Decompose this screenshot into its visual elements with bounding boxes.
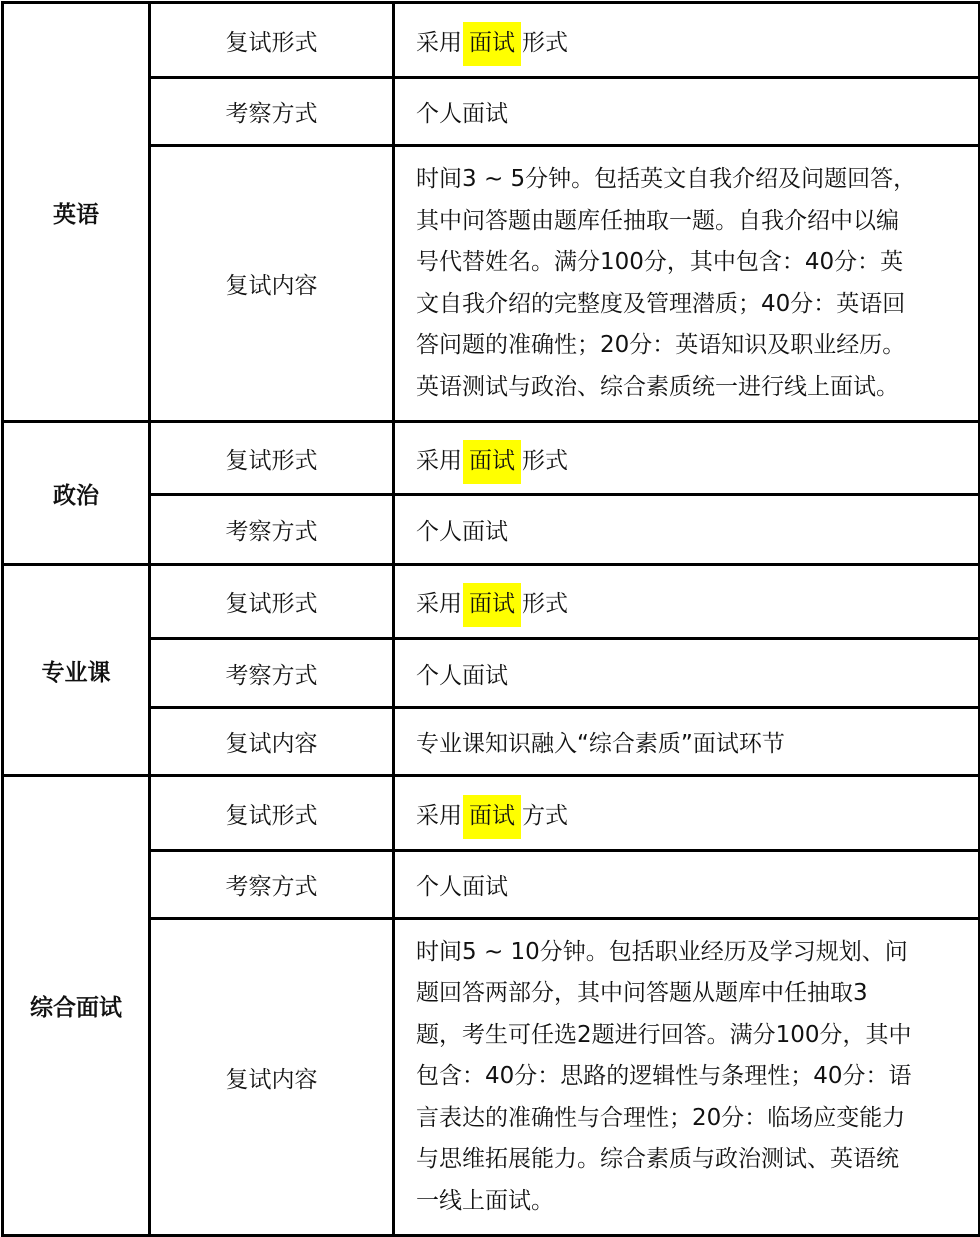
table-row bbox=[3, 639, 980, 708]
table-row bbox=[3, 776, 980, 851]
method-value: 个人面试 bbox=[394, 495, 980, 565]
row-label: 考察方式 bbox=[150, 639, 394, 708]
subject-cell: 英语 bbox=[3, 3, 150, 422]
table-row bbox=[3, 422, 980, 495]
row-label: 复试内容 bbox=[150, 919, 394, 1236]
row-label: 复试形式 bbox=[150, 422, 394, 495]
table-row bbox=[3, 919, 980, 1236]
subject-cell: 专业课 bbox=[3, 565, 150, 776]
row-label: 考察方式 bbox=[150, 851, 394, 919]
highlighted-text: 面试 bbox=[463, 583, 521, 627]
content-value: 专业课知识融入“综合素质”面试环节 bbox=[394, 708, 980, 776]
subject-cell: 政治 bbox=[3, 422, 150, 565]
table-row bbox=[3, 708, 980, 776]
interview-requirements-table bbox=[1, 1, 980, 1237]
subject-cell: 综合面试 bbox=[3, 776, 150, 1236]
format-value: 采用 面试 形式 bbox=[394, 422, 980, 495]
table-row bbox=[3, 3, 980, 78]
highlighted-text: 面试 bbox=[463, 795, 521, 839]
method-value: 个人面试 bbox=[394, 78, 980, 146]
row-label: 考察方式 bbox=[150, 78, 394, 146]
content-paragraph: 时间3 ~ 5分钟。包括英文自我介绍及问题回答， 其中问答题由题库任抽取一题。自我介绍中以编 号代替姓名。满分100分，其中包含：40分：英 文自我介绍的完整度及管理潜质；40分：英语回 答问题的准确性；20分：英语知识及职业经历。 英语测试与政治、综合素质统一进行线上面试。 bbox=[394, 146, 980, 422]
format-value: 采用 面试 形式 bbox=[394, 565, 980, 639]
method-value: 个人面试 bbox=[394, 851, 980, 919]
format-value: 采用 面试 方式 bbox=[394, 776, 980, 851]
content-paragraph: 时间5 ~ 10分钟。包括职业经历及学习规划、问 题回答两部分，其中问答题从题库中任抽取3 题，考生可任选2题进行回答。满分100分，其中 包含：40分：思路的逻辑性与条理性；40分：语 言表达的准确性与合理性；20分：临场应变能力 与思维拓展能力。综合素质与政治测试、英语统 一线上面试。 bbox=[394, 919, 980, 1236]
highlighted-text: 面试 bbox=[463, 440, 521, 484]
table-row bbox=[3, 851, 980, 919]
row-label: 复试内容 bbox=[150, 708, 394, 776]
row-label: 考察方式 bbox=[150, 495, 394, 565]
row-label: 复试形式 bbox=[150, 3, 394, 78]
row-label: 复试内容 bbox=[150, 146, 394, 422]
format-value: 采用 面试 形式 bbox=[394, 3, 980, 78]
method-value: 个人面试 bbox=[394, 639, 980, 708]
row-label: 复试形式 bbox=[150, 565, 394, 639]
table-row bbox=[3, 78, 980, 146]
highlighted-text: 面试 bbox=[463, 22, 521, 66]
table-row bbox=[3, 495, 980, 565]
row-label: 复试形式 bbox=[150, 776, 394, 851]
table-row bbox=[3, 565, 980, 639]
table-row bbox=[3, 146, 980, 422]
